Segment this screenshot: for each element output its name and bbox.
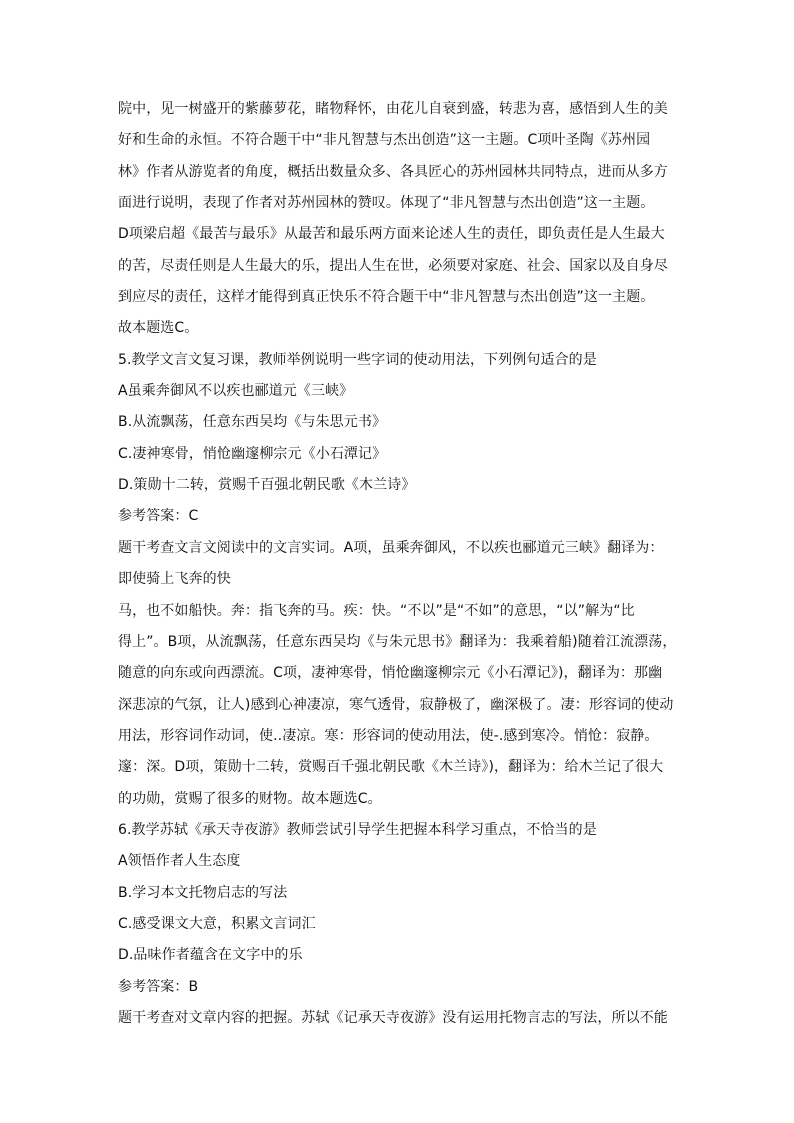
reference-answer: 参考答案：B	[118, 978, 199, 995]
explanation-line: 邃：深。D项，策勋十二转，赏赐百千强北朝民歌《木兰诗》)，翻译为：给木兰记了很大	[118, 759, 664, 776]
explanation-line: 林》作者从游览者的角度，概括出数量众多、各具匠心的苏州园林共同特点，进而从多方	[118, 163, 668, 180]
explanation-line: 的苦，尽责任则是人生最大的乐，提出人生在世，必须要对家庭、社会、国家以及自身尽	[118, 257, 668, 274]
explanation-line: 故本题选C。	[118, 320, 199, 337]
answer-option: A领悟作者人生态度	[118, 853, 241, 870]
document-page	[118, 94, 718, 1034]
explanation-line: 随意的向东或向西漂流。C项，凄神寒骨，悄怆幽邃柳宗元《小石潭记》)，翻译为：那幽	[118, 665, 663, 682]
answer-option: C.感受课文大意，积累文言词汇	[118, 915, 316, 932]
answer-option: B.从流飘荡，任意东西吴均《与朱思元书》	[118, 414, 387, 431]
answer-option: A虽乘奔御风不以疾也郦道元《三峡》	[118, 383, 354, 400]
answer-option: B.学习本文托物启志的写法	[118, 884, 288, 901]
explanation-line: 马，也不如船快。奔：指飞奔的马。疾：快。“不以”是“不如”的意思，“以”解为“比	[118, 602, 635, 619]
explanation-line: D项梁启超《最苦与最乐》从最苦和最乐两方面来论述人生的责任，即负责任是人生最大	[118, 226, 665, 243]
explanation-line: 的功勋，赏赐了很多的财物。故本题选C。	[118, 790, 382, 807]
explanation-line: 用法，形容词作动词，使..凄凉。寒：形容词的使动用法，使-.感到寒冷。悄怆：寂静。	[118, 727, 659, 744]
explanation-line: 院中，见一树盛开的紫藤萝花，睹物释怀，由花儿自衰到盛，转悲为喜，感悟到人生的美	[118, 101, 668, 117]
reference-answer: 参考答案：C	[118, 508, 199, 525]
explanation-line: 好和生命的永恒。不符合题干中“非凡智慧与杰出创造”这一主题。C项叶圣陶《苏州园	[118, 132, 651, 149]
explanation-line: 面进行说明，表现了作者对苏州园林的赞叹。体现了“非凡智慧与杰出创造”这一主题。	[118, 195, 655, 212]
explanation-line: 题干考查文言文阅读中的文言实词。A项，虽乘奔御风，不以疾也郦道元三峡》翻译为：	[118, 539, 664, 556]
explanation-line: 到应尽的责任，这样才能得到真正快乐不符合题干中“非凡智慧与杰出创造”这一主题。	[118, 289, 655, 306]
explanation-line: 深悲凉的气氛，让人)感到心神凄凉，寒气透骨，寂静极了，幽深极了。凄：形容词的使动	[118, 696, 674, 713]
explanation-line: 题干考查对文章内容的把握。苏轼《记承天寺夜游》没有运用托物言志的写法，所以不能	[118, 1009, 668, 1026]
answer-option: C.凄神寒骨，悄怆幽邃柳宗元《小石潭记》	[118, 445, 387, 462]
explanation-line: 得上”。B项，从流飘荡，任意东西吴均《与朱元思书》翻译为：我乘着船)随着江流漂荡，	[118, 633, 677, 650]
explanation-line: 即使骑上飞奔的快	[118, 571, 231, 588]
answer-option: D.品味作者蕴含在文字中的乐	[118, 947, 303, 964]
question-stem: 6.教学苏轼《承天寺夜游》教师尝试引导学生把握本科学习重点，不恰当的是	[118, 821, 597, 838]
question-stem: 5.教学文言文复习课，教师举例说明一些字词的使动用法，下列例句适合的是	[118, 351, 597, 368]
answer-option: D.策勋十二转，赏赐千百强北朝民歌《木兰诗》	[118, 477, 416, 494]
